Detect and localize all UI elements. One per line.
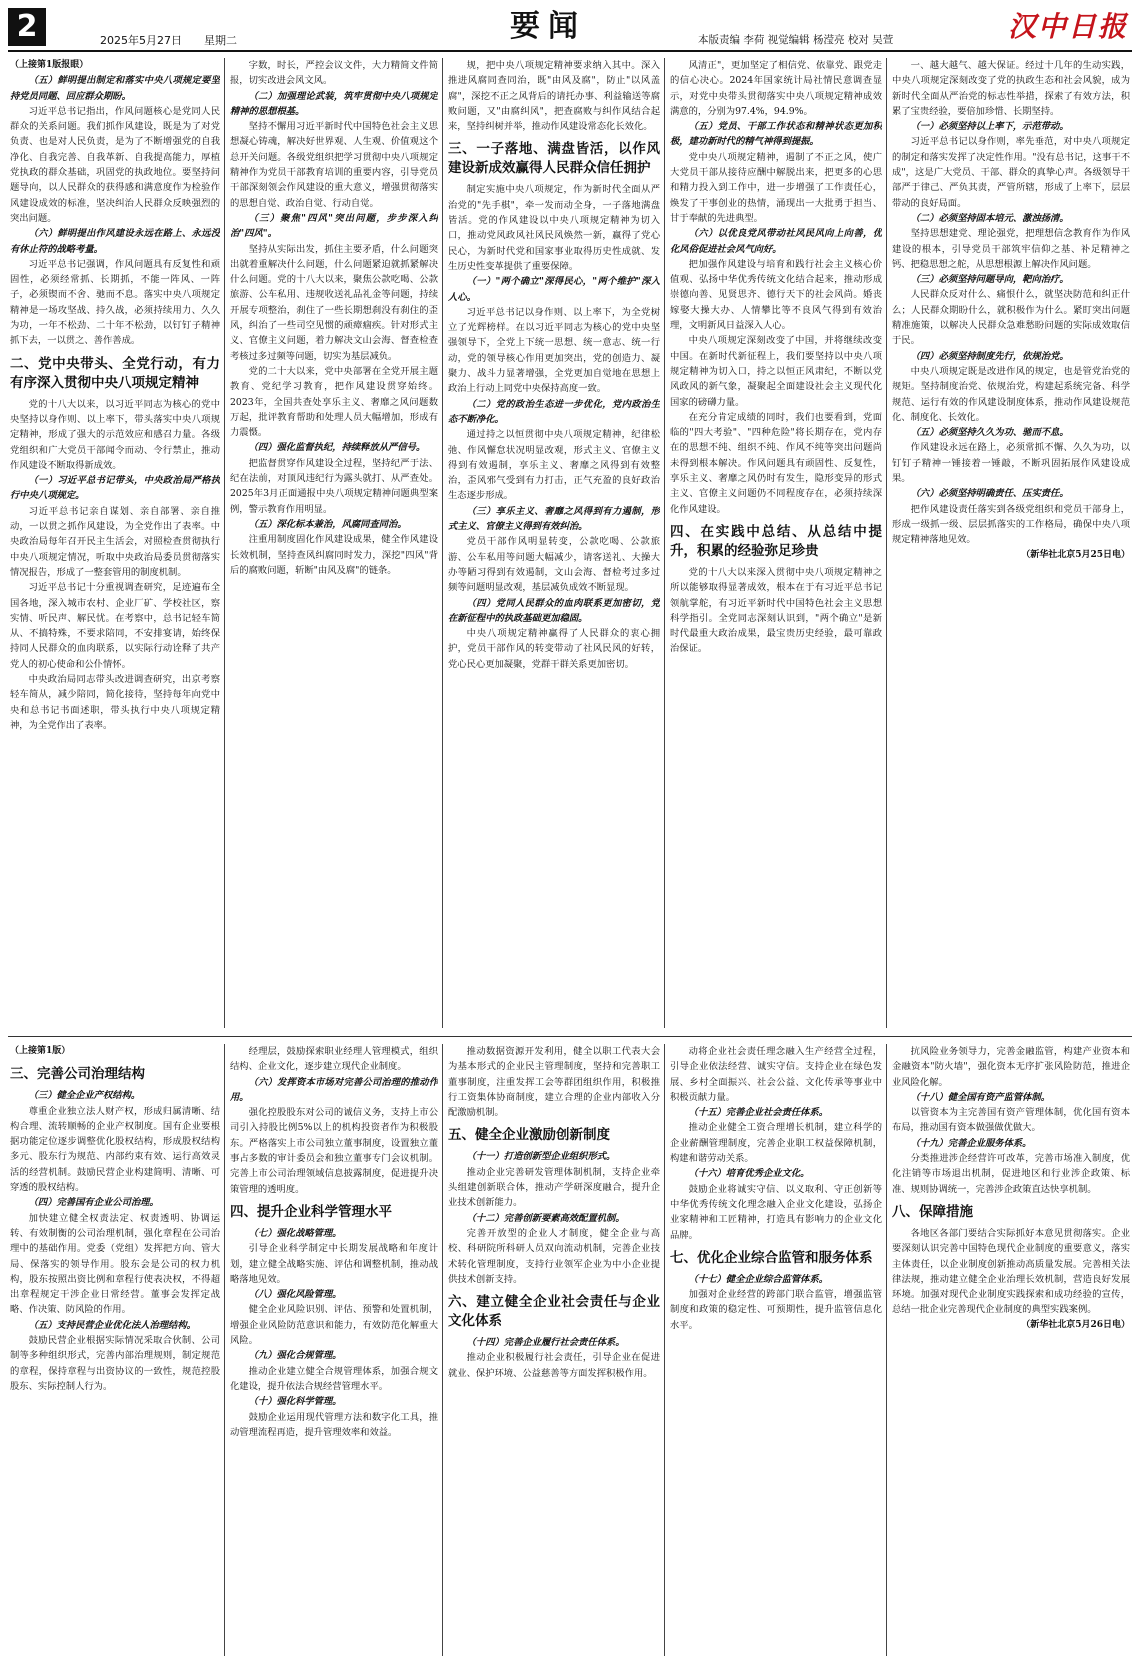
subheading: （六）必须坚持明确责任、压实责任。	[910, 488, 1069, 500]
subheading: （十）强化科学管理。	[248, 1396, 342, 1408]
paragraph: 加快建立健全权责法定、权责透明、协调运转、有效制衡的公司治理机制，强化章程在公司治理中的基础作用。党委（党组）发挥把方向、管大局、保落实的领导作用。股东会是公司的权力机构，股东按照出资比例和章程行使表决权，不得超出章程规定干涉企业日常经营。董事会发挥定战略、作决策、防风险的作用。	[10, 1212, 220, 1316]
lower-column-5	[892, 1044, 1130, 1656]
paragraph: 把监督贯穿作风建设全过程，坚持纪严于法、纪在法前，对顶风违纪行为露头就打、从严查处。2025年3月正面通报中央八项规定精神问题典型案例，警示教育作用明显。	[230, 457, 438, 515]
subheading: （十一）打造创新型企业组织形式。	[466, 1151, 616, 1163]
paragraph: 推动企业完善研发管理体制机制，支持企业牵头组建创新联合体，推动产学研深度融合，提升企业技术创新能力。	[448, 1166, 660, 1209]
paragraph: 各地区各部门要结合实际抓好本意见贯彻落实。企业要深刻认识完善中国特色现代企业制度的重要意义，落实主体责任，以企业制度创新推动高质量发展。完善相关法律法规，推动建立健全企业治理长效机制，营造良好发展环境。加强对现代企业制度实践探索和成功经验的宣传，总结一批企业完善现代企业制度的典型实践案例。	[892, 1227, 1130, 1316]
section-heading: 七、优化企业综合监管和服务体系	[670, 1249, 873, 1266]
paragraph: 加强对企业经营的跨部门联合监管，增强监管制度和政策的稳定性、可预期性，提升监管信息化水平。	[670, 1289, 882, 1331]
section-heading: 三、一子落地、满盘皆活，以作风建设新成效赢得人民群众信任拥护	[448, 141, 660, 177]
upper-column-5	[892, 58, 1130, 1028]
paragraph: 经理层，鼓励探索职业经理人管理模式，组织结构、企业文化，逐步建立现代企业制度。	[230, 1046, 438, 1073]
paragraph: 中央八项规定精神赢得了人民群众的衷心拥护，党员干部作风的转变带动了社风民风的好转，党心民心更加凝聚，党群干群关系更加密切。	[448, 628, 660, 670]
paragraph: 推动企业建立健全合规管理体系，加强合规文化建设，提升依法合规经营管理水平。	[230, 1365, 438, 1392]
paragraph: 抗风险业务领导力，完善金融监管，构建产业资本和金融资本"防火墙"，强化资本无序扩张风险防范，推进企业风险化解。	[892, 1046, 1130, 1088]
subheading: （六）鲜明提出作风建设永远在路上、永远没有休止符的战略考量。	[10, 228, 220, 255]
upper-column-2	[230, 58, 438, 1028]
subheading: （三）必须坚持问题导向，靶向治疗。	[910, 274, 1069, 286]
subheading: （四）完善国有企业公司治理。	[28, 1197, 159, 1209]
issue-weekday: 星期二	[204, 34, 237, 47]
dateline: （新华社北京5月25日电）	[1021, 549, 1130, 560]
paragraph: 习近平总书记以身作则，率先垂范，对中央八项规定的制定和落实发挥了决定性作用。"没有总书记，这事干不成"，这是广大党员、干部、群众的真挚心声。各级领导干部严于律己、严负其责，严管所辖，形成了上率下，层层带动的良好局面。	[892, 136, 1130, 209]
paragraph: 通过持之以恒贯彻中央八项规定精神，纪律松弛、作风懈怠状况明显改观，形式主义、官僚主义得到有效遏制，享乐主义、奢靡之风得到有效整治，歪风邪气受到有力打击，正气充盈的良好政治生态逐步形成。	[448, 429, 660, 502]
dateline: （新华社北京5月26日电）	[1021, 1319, 1130, 1330]
subheading: （四）党同人民群众的血肉联系更加密切，党在新征程中的执政基础更加稳固。	[448, 597, 660, 624]
paragraph: 引导企业科学制定中长期发展战略和年度计划，建立健全战略实施、评估和调整机制，推动战略落地见效。	[230, 1243, 438, 1285]
paragraph: 中央八项规定深刻改变了中国，并将继续改变中国。在新时代新征程上，我们要坚持以中央八项规定精神为切入口，持之以恒正风肃纪，不断以党风政风的新气象，凝聚起全面建设社会主义现代化国家的磅礴力量。	[670, 335, 882, 408]
subheading: （六）发挥资本市场对完善公司治理的推动作用。	[230, 1076, 438, 1103]
paragraph: 党的十八大以来，以习近平同志为核心的党中央坚持以身作则、以上率下，带头落实中央八项规定精神，形成了强大的示范效应和感召力量。各级党组织和广大党员干部闻令而动、令行禁止，推动作风建设不断取得新成效。	[10, 398, 220, 471]
paragraph: 坚持从实际出发，抓住主要矛盾，什么问题突出就着重解决什么问题，什么问题紧迫就抓紧解决什么问题。党的十八大以来，聚焦公款吃喝、公款旅游、公车私用、违规收送礼品礼金等问题，持续开展专项整治，刹住了一些长期想刹没有刹住的歪风，纠治了一些司空见惯的顽瘴痼疾。针对形式主义、官僚主义问题，着力解决文山会海、督查检查考核过多过频等问题，切实为基层减负。	[230, 243, 438, 362]
subheading: （二）加强理论武装，筑牢贯彻中央八项规定精神的思想根基。	[230, 90, 438, 117]
paragraph: 鼓励企业运用现代管理方法和数字化工具，推动管理流程再造，提升管理效率和效益。	[230, 1411, 438, 1438]
paragraph: 制定实施中央八项规定，作为新时代全面从严治党的"先手棋"，牵一发而动全身，一子落地满盘皆活。党的作风建设以中央八项规定精神为切入口，推动党风政风社风民风焕然一新，赢得了党心民心，为新时代党和国家事业取得历史性成就、发生历史性变革提供了重要保障。	[448, 184, 660, 272]
lower-column-1	[10, 1044, 220, 1656]
subheading: （七）强化战略管理。	[248, 1227, 342, 1239]
section-heading: 二、党中央带头、全党行动，有力有序深入贯彻中央八项规定精神	[10, 355, 220, 391]
subheading: （五）支持民营企业优化法人治理结构。	[28, 1319, 196, 1331]
upper-column-3	[448, 58, 660, 1028]
column-divider	[886, 1044, 887, 1656]
paragraph: 推动企业积极履行社会责任，引导企业在促进就业、保护环境、公益慈善等方面发挥积极作用。	[448, 1352, 660, 1379]
paragraph: 习近平总书记亲自谋划、亲自部署、亲自推动，一以贯之抓作风建设，为全党作出了表率。中央政治局每年召开民主生活会，对照检查贯彻执行中央八项规定情况，听取中央政治局委员贯彻落实情况报告，形成了一整套管用的制度机制。	[10, 505, 220, 578]
paragraph: 把加强作风建设与培育和践行社会主义核心价值观、弘扬中华优秀传统文化结合起来，推动形成崇德向善、见贤思齐、德行天下的社会风尚。婚丧嫁娶大操大办、人情攀比等不良风气得到有效治理，文明新风日益深入人心。	[670, 258, 882, 332]
subheading: （四）必须坚持制度先行，依规治党。	[910, 350, 1069, 362]
subheading: （五）深化标本兼治，风腐同查同治。	[248, 518, 407, 530]
subheading: （五）必须坚持久久为功、驰而不息。	[910, 427, 1069, 439]
section-heading: 六、建立健全企业社会责任与企业文化体系	[448, 1294, 660, 1330]
paragraph: 动将企业社会责任理念融入生产经营全过程，引导企业依法经营、诚实守信。支持企业在绿色发展、乡村全面振兴、社会公益、文化传承等事业中积极贡献力量。	[670, 1046, 882, 1103]
subheading: （四）强化监督执纪，持续释放从严信号。	[248, 442, 426, 454]
column-divider	[886, 58, 887, 1028]
paragraph: 党的二十大以来，党中央部署在全党开展主题教育、党纪学习教育，把作风建设贯穿始终。2023年，全国共查处享乐主义、奢靡之风问题数万起，批评教育帮助和处理人员大幅增加，形成有力震慑。	[230, 365, 438, 439]
paragraph: 鼓励企业将诚实守信、以义取利、守正创新等中华优秀传统文化理念融入企业文化建设，弘扬企业家精神和工匠精神，打造具有影响力的企业文化品牌。	[670, 1183, 882, 1241]
issue-date: 2025年5月27日	[100, 34, 182, 47]
subheading: （九）强化合规管理。	[248, 1350, 342, 1362]
paragraph: 在充分肯定成绩的同时，我们也要看到，党面临的"四大考验"、"四种危险"将长期存在，党内存在的思想不纯、组织不纯、作风不纯等突出问题尚未得到根本解决。作风问题具有顽固性、反复性，享乐主义、奢靡之风仍时有发生，隐形变异的形式主义、官僚主义问题仍不同程度存在，必须持续深化作风建设。	[670, 411, 882, 515]
page-number: 2	[8, 8, 46, 46]
section-title: 要闻	[510, 9, 586, 44]
paragraph: 字数，时长，严控会议文件，大力精简文件简报，切实改进会风文风。	[230, 60, 438, 87]
continuation-note: （上接第1版）	[10, 1046, 71, 1056]
paragraph: 以管资本为主完善国有资产管理体制，优化国有资本布局，推动国有资本做强做优做大。	[892, 1107, 1130, 1134]
paragraph: 尊重企业独立法人财产权，形成归属清晰、结构合理、流转顺畅的企业产权制度。国有企业要根据功能定位逐步调整优化股权结构，形成股权结构多元、股东行为规范、内部约束有效、运行高效灵活的经营机制。鼓励民营企业构建简明、清晰、可穿透的股权结构。	[10, 1105, 220, 1194]
paragraph: 把作风建设责任落实到各级党组织和党员干部身上，形成一级抓一级、层层抓落实的工作格局，确保中央八项规定精神落地见效。	[892, 503, 1130, 546]
subheading: （三）享乐主义、奢靡之风得到有力遏制，形式主义、官僚主义得到有效纠治。	[448, 505, 660, 533]
masthead	[8, 8, 1132, 52]
paragraph: 党中央八项规定精神，遏制了不正之风，使广大党员干部从接待应酬中解脱出来，把更多的心思和精力投入到工作中，进一步增强了工作责任心，焕发了干事创业的热情，涌现出一大批勇于担当、甘于奉献的先进典型。	[670, 151, 882, 224]
subheading: （一）必须坚持以上率下，示范带动。	[910, 121, 1069, 133]
subheading: （八）强化风险管理。	[248, 1289, 342, 1301]
paragraph: 规，把中央八项规定精神要求纳入其中。深入推进风腐同查同治，既"由风及腐"，防止"以风盖腐"，深挖不正之风背后的请托办事、利益输送等腐败问题，又"由腐纠风"，把查腐败与纠作风结合起来，坚持纠树并举，推动作风建设常态化长效化。	[448, 60, 660, 133]
lower-column-4	[670, 1044, 882, 1656]
subheading: （二）党的政治生态进一步优化，党内政治生态不断净化。	[448, 398, 660, 425]
subheading: （三）聚焦"四风"突出问题，步步深入纠治"四风"。	[230, 212, 438, 240]
subheading: （一）习近平总书记带头，中央政治局严格执行中央八项规定。	[10, 475, 220, 502]
paragraph: 一、越大越气、越大保证。经过十几年的生动实践，中央八项规定深刻改变了党的执政生态和社会风貌，成为新时代全面从严治党的标志性举措，探索了有效方法，积累了宝贵经验，要倍加珍惜、长期坚持。	[892, 60, 1130, 117]
paragraph: 强化控股股东对公司的诚信义务，支持上市公司引入持股比例5%以上的机构投资者作为积极股东。严格落实上市公司独立董事制度，设置独立董事占多数的审计委员会和独立董事专门会议机制。完善上市公司治理领域信息披露制度，促进提升决策管理的透明度。	[230, 1107, 438, 1195]
subheading: （十四）完善企业履行社会责任体系。	[466, 1337, 625, 1349]
paragraph: 推动企业健全工资合理增长机制，建立科学的企业薪酬管理制度，完善企业职工权益保障机制，构建和谐劳动关系。	[670, 1122, 882, 1165]
subheading: （十二）完善创新要素高效配置机制。	[466, 1212, 625, 1224]
paragraph: 党员干部作风明显转变，公款吃喝、公款旅游、公车私用等问题大幅减少，请客送礼、大操大办等陋习得到有效遏制，文山会海、督检考过多过频等问题明显改观，基层减负成效不断显现。	[448, 536, 660, 594]
paragraph: 注重用制度固化作风建设成果，健全作风建设长效机制，坚持查风纠腐同时发力，深挖"四风"背后的腐败问题，斩断"由风及腐"的链条。	[230, 534, 438, 576]
paragraph: 中央政治局同志带头改进调查研究，出京考察轻车简从，减少陪同，简化接待，坚持每年向党中央和总书记书面述职，带头执行中央八项规定精神，为全党作出了表率。	[10, 673, 220, 731]
paragraph: 党的十八大以来深入贯彻中央八项规定精神之所以能够取得显著成效，根本在于有习近平总书记领航掌舵，有习近平新时代中国特色社会主义思想科学指引。全党同志深刻认识到，"两个确立"是新时代最重大政治成果，最宝贵历史经验，最可靠政治保证。	[670, 566, 882, 655]
paragraph: 人民群众反对什么、痛恨什么，就坚决防范和纠正什么；人民群众期盼什么，就积极作为什么。紧盯突出问题精准施策，以解决人民群众急难愁盼问题的实际成效取信于民。	[892, 289, 1130, 347]
lower-column-2	[230, 1044, 438, 1656]
paragraph: 坚持思想建党、理论强党，把理想信念教育作为作风建设的根本，引导党员干部筑牢信仰之基、补足精神之钙、把稳思想之舵，从思想根源上解决作风问题。	[892, 228, 1130, 270]
column-divider	[224, 1044, 225, 1656]
column-divider	[664, 58, 665, 1028]
subheading: （十五）完善企业社会责任体系。	[688, 1107, 829, 1119]
upper-column-1	[10, 58, 220, 1028]
subheading: （十七）健全企业综合监管体系。	[688, 1273, 829, 1285]
section-heading: 八、保障措施	[892, 1203, 973, 1220]
subheading: （二）必须坚持固本培元、激浊扬清。	[910, 212, 1069, 224]
column-divider	[664, 1044, 665, 1656]
paragraph: 作风建设永远在路上，必须常抓不懈、久久为功，以钉钉子精神一锤接着一锤敲，不断巩固拓展作风建设成果。	[892, 442, 1130, 485]
column-divider	[224, 58, 225, 1028]
paragraph: 中央八项规定既是改进作风的规定，也是管党治党的规矩。坚持制度治党、依规治党，构建起系统完备、科学规范、运行有效的作风建设制度体系，推动作风建设规范化、制度化、长效化。	[892, 365, 1130, 423]
section-heading: 四、提升企业科学管理水平	[230, 1203, 392, 1220]
section-heading: 五、健全企业激励创新制度	[448, 1127, 610, 1144]
paragraph: 鼓励民营企业根据实际情况采取合伙制、公司制等多种组织形式，完善内部治理规则，制定规范的章程，保持章程与出资协议的一致性，规范控股股东、实际控制人行为。	[10, 1335, 220, 1392]
continuation-note: （上接第1版报眼）	[10, 60, 89, 70]
paragraph: 推动数据资源开发利用，健全以职工代表大会为基本形式的企业民主管理制度，坚持和完善职工董事制度，注重发挥工会等群团组织作用，积极推行工资集体协商制度，建立合理的企业内部收入分配激励机制。	[448, 1046, 660, 1119]
subheading: （十六）培育优秀企业文化。	[688, 1168, 810, 1180]
paragraph: 习近平总书记十分重视调查研究，足迹遍布全国各地，深入城市农村、企业厂矿、学校社区，察实情、听民声、解民忧。在考察中，总书记轻车简从、不搞特殊，不要求陪同，不安排宴请，始终保持同人民群众的血肉联系，以实际行动诠释了共产党人的初心使命和公仆情怀。	[10, 582, 220, 670]
column-divider	[442, 1044, 443, 1656]
subheading: （五）鲜明提出制定和落实中央八项规定要坚持党员同题、回应群众期盼。	[10, 75, 220, 102]
lower-column-3	[448, 1044, 660, 1656]
paragraph: 习近平总书记指出，作风问题核心是党同人民群众的关系问题。我们抓作风建设，既是为了对党负责、也是对人民负责，是为了不断增强党的自我净化、自我完善、自我革新、自我提高能力，厚植党执政的群众基础，巩固党的执政地位。要坚持问题导向，以人民群众的获得感和满意度作为检验作风建设成效的标准，坚决纠治人民群众反映强烈的突出问题。	[10, 105, 220, 224]
paragraph: 风清正"，更加坚定了相信党、依靠党、跟党走的信心决心。2024年国家统计局社情民意调查显示，对党中央带头贯彻落实中央八项规定精神成效满意的，分别为97.4%，94.9%。	[670, 60, 882, 117]
editor-credits: 本版责编 李荷 视觉编辑 杨滢亮 校对 吴萱	[698, 34, 894, 46]
article-separator	[8, 1036, 1132, 1037]
paragraph: 习近平总书记以身作则、以上率下，为全党树立了光辉榜样。在以习近平同志为核心的党中央坚强领导下，全党上下统一思想、统一意志、统一行动，党的领导核心作用更加突出，党的创造力、凝聚力、战斗力显著增强，全党更加自觉地在思想上政治上行动上同党中央保持高度一致。	[448, 306, 660, 395]
masthead-rule	[8, 50, 1132, 52]
subheading: （十八）健全国有资产监管体制。	[910, 1091, 1051, 1103]
subheading: （一）"两个确立"深得民心，"两个维护"深入人心。	[448, 276, 660, 303]
section-heading: 四、在实践中总结、从总结中提升，积累的经验弥足珍贵	[670, 523, 882, 559]
subheading: （三）健全企业产权结构。	[28, 1090, 141, 1102]
subheading: （十九）完善企业服务体系。	[910, 1137, 1032, 1149]
paragraph: 完善开放型的企业人才制度，健全企业与高校、科研院所科研人员双向流动机制，完善企业技术转化管理制度，支持行业领军企业为中小企业提供技术创新支持。	[448, 1227, 660, 1285]
column-divider	[442, 58, 443, 1028]
newspaper-logo: 汉中日报	[1007, 10, 1128, 43]
subheading: （六）以优良党风带动社风民风向上向善，优化风俗促进社会风气向好。	[670, 228, 882, 255]
subheading: （五）党员、干部工作状态和精神状态更加积极，建功新时代的精气神得到提振。	[670, 121, 882, 148]
paragraph: 坚持不懈用习近平新时代中国特色社会主义思想凝心铸魂，解决好世界观、人生观、价值观这个总开关问题。各级党组织把学习贯彻中央八项规定精神作为党员干部教育培训的重要内容，引导党员干部深刻领会作风建设的重大意义，增强贯彻落实的思想自觉、政治自觉、行动自觉。	[230, 121, 438, 209]
paragraph: 分类推进涉企经营许可改革，完善市场准入制度，优化注销等市场退出机制，促进地区和行业涉企政策、标准、规则协调统一，完善涉企政策直达快享机制。	[892, 1153, 1130, 1195]
paragraph: 习近平总书记强调，作风问题具有反复性和顽固性，必须经常抓、长期抓，不能一阵风、一阵子，必须锲而不舍、驰而不息。落实中央八项规定精神是一场攻坚战、持久战，必须持续用力、久久为功，一年不松劲、二十年不松劲，以钉钉子精神抓下去，一以贯之、善作善成。	[10, 258, 220, 347]
section-heading: 三、完善公司治理结构	[10, 1066, 145, 1083]
paragraph: 健全企业风险识别、评估、预警和处置机制，增强企业风险防范意识和能力，有效防范化解重大风险。	[230, 1304, 438, 1347]
upper-column-4	[670, 58, 882, 1028]
